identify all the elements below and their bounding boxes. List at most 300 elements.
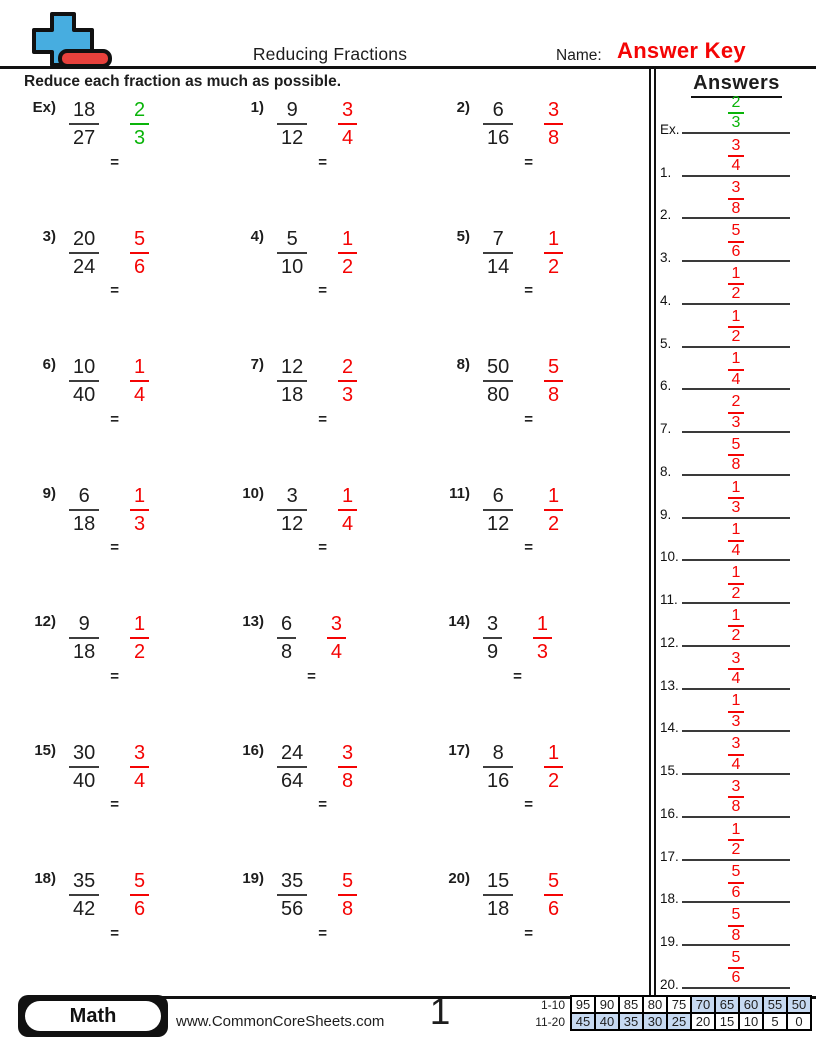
instruction-text: Reduce each fraction as much as possible. [24, 73, 342, 90]
answer-numerator: 3 [342, 741, 354, 764]
equals-sign: = [110, 924, 120, 942]
answer-blank-line [682, 175, 790, 177]
answer-key-fraction [726, 351, 747, 388]
answer-list-item [657, 777, 816, 823]
answer-blank-line [682, 944, 790, 946]
answer-blank-line [682, 431, 790, 433]
answer-denominator: 6 [134, 255, 146, 278]
equals-sign: = [318, 410, 328, 428]
grading-scale-range-label: 11-20 [535, 1014, 565, 1029]
answer-key-fraction [726, 651, 747, 688]
fraction-bar [130, 894, 149, 896]
grading-scale-cell: 5 [763, 1013, 787, 1030]
problem-denominator: 64 [281, 769, 304, 792]
answer-key-text: Answer Key [617, 38, 746, 63]
answer-numerator: 1 [134, 356, 146, 378]
answer-fraction [128, 484, 151, 536]
problem-item [434, 869, 650, 998]
answer-key-fraction [726, 864, 747, 901]
problem-denominator: 27 [73, 127, 96, 149]
answer-denominator: 8 [548, 127, 560, 149]
answer-item-label: 11. [660, 592, 678, 607]
fraction-bar [130, 252, 149, 254]
answer-denominator: 8 [342, 769, 354, 792]
problem-fraction [275, 869, 309, 921]
problem-number-label: 13) [242, 613, 264, 630]
answer-denominator: 2 [731, 328, 741, 345]
answer-numerator: 3 [731, 735, 741, 752]
answer-list-item [657, 224, 816, 267]
answer-list-item [657, 737, 816, 780]
answer-denominator: 6 [731, 969, 741, 987]
answer-item-label: 14. [660, 720, 679, 736]
answer-numerator: 1 [731, 692, 741, 710]
answer-blank-line [682, 688, 790, 690]
problem-denominator: 18 [281, 384, 304, 406]
answer-item-label: Ex. [660, 121, 680, 137]
fraction-bar [483, 380, 513, 382]
problem-item [20, 612, 228, 741]
problem-number-label: 10) [242, 484, 264, 502]
answer-denominator: 2 [731, 627, 741, 645]
answer-numerator: 3 [330, 613, 343, 635]
answer-denominator: 6 [548, 898, 560, 920]
fraction-bar [277, 894, 307, 896]
answer-blank-line [682, 730, 790, 732]
problem-denominator: 14 [487, 255, 510, 278]
answer-fraction [336, 741, 359, 793]
answer-numerator: 1 [134, 613, 146, 635]
answer-key-fraction [726, 522, 747, 559]
answer-key-fraction [726, 480, 747, 517]
answer-denominator: 6 [134, 898, 146, 920]
answer-key-fraction [726, 95, 747, 132]
answer-item-label: 16. [660, 805, 679, 821]
answer-blank-line [682, 260, 790, 262]
fraction-bar [130, 766, 149, 768]
answer-blank-line [682, 559, 790, 561]
fraction-bar [483, 123, 513, 125]
fraction-bar [483, 509, 513, 511]
fraction-bar [483, 637, 502, 639]
answer-denominator: 6 [731, 242, 741, 260]
answer-blank-line [682, 602, 790, 604]
problem-numerator: 9 [286, 99, 298, 121]
answer-numerator: 5 [731, 863, 741, 881]
answer-numerator: 5 [548, 870, 560, 892]
page-number: 1 [429, 991, 451, 1032]
answer-denominator: 2 [342, 255, 354, 278]
answer-list-item [657, 908, 816, 951]
equals-sign: = [318, 153, 328, 171]
answer-numerator: 1 [536, 613, 549, 635]
answer-numerator: 1 [731, 820, 741, 838]
answer-key-fraction [726, 394, 747, 431]
fraction-bar [338, 509, 357, 511]
problem-fraction [275, 227, 309, 279]
answer-denominator: 8 [731, 199, 741, 217]
answer-denominator: 8 [731, 926, 741, 944]
fraction-bar [544, 766, 563, 768]
problem-item [228, 741, 434, 870]
answer-key-fraction [726, 907, 747, 944]
answer-list-item [657, 820, 816, 866]
equals-sign: = [524, 410, 534, 428]
problem-denominator: 12 [487, 512, 510, 535]
problem-denominator: 56 [281, 898, 304, 920]
answer-key-fraction [726, 693, 747, 730]
subject-badge-oval [25, 1001, 161, 1031]
fraction-bar [130, 509, 149, 511]
equals-sign: = [524, 796, 534, 814]
problem-fraction [67, 741, 101, 793]
answer-list-item [657, 606, 816, 652]
fraction-bar [69, 637, 99, 639]
grading-scale-cell: 40 [595, 1013, 619, 1030]
problem-denominator: 16 [487, 127, 510, 149]
grading-scale-range-label: 1-10 [540, 997, 565, 1012]
answer-numerator: 2 [342, 356, 354, 378]
page-title: Reducing Fractions [252, 44, 408, 64]
answer-blank-line [682, 901, 790, 903]
problem-numerator: 20 [73, 227, 96, 250]
answer-list-item [657, 435, 816, 481]
answer-blank-line [682, 388, 790, 390]
answer-denominator: 8 [731, 798, 741, 816]
answer-numerator: 3 [731, 136, 741, 154]
fraction-bar [277, 380, 307, 382]
answer-numerator: 3 [731, 777, 741, 795]
problem-number-label: 8) [456, 356, 470, 373]
subject-badge [18, 995, 168, 1037]
problem-numerator: 5 [286, 227, 298, 250]
website-link: www.CommonCoreSheets.com [176, 1013, 385, 1030]
problem-numerator: 18 [73, 99, 96, 121]
fraction-bar [69, 380, 99, 382]
answer-list-item [657, 307, 816, 353]
problem-fraction [275, 484, 309, 536]
fraction-bar [277, 509, 307, 511]
grading-scale-cell: 60 [739, 996, 763, 1013]
problem-item [228, 612, 434, 741]
answer-denominator: 4 [134, 769, 146, 792]
answer-blank-line [682, 773, 790, 775]
answer-fraction [128, 869, 151, 921]
problem-fraction [67, 869, 101, 921]
answer-denominator: 4 [731, 370, 741, 388]
answer-fraction [336, 227, 359, 279]
answer-fraction [542, 355, 565, 407]
problem-number-label: 12) [34, 613, 56, 630]
problem-number-label: 2) [456, 99, 470, 116]
answer-item-label: 13. [660, 677, 679, 693]
answer-list-item [657, 566, 816, 609]
answer-numerator: 1 [548, 227, 560, 250]
answer-item-label: 18. [660, 891, 679, 907]
answer-denominator: 4 [731, 157, 741, 174]
problem-item [434, 98, 650, 227]
answer-denominator: 3 [342, 384, 354, 406]
answer-list-item [657, 350, 816, 396]
answer-numerator: 5 [548, 356, 560, 378]
problem-number-label: 16) [242, 741, 264, 759]
grading-scale-row [528, 996, 811, 1013]
answer-denominator: 2 [134, 641, 146, 663]
problem-item [228, 355, 434, 484]
problem-item [228, 869, 434, 998]
answer-fraction [531, 612, 554, 664]
answer-fraction [128, 741, 151, 793]
problem-number-label: 19) [242, 870, 264, 887]
answer-numerator: 5 [731, 906, 741, 923]
answer-numerator: 3 [134, 741, 146, 764]
answer-numerator: 5 [731, 222, 741, 239]
answer-denominator: 8 [342, 898, 354, 920]
grading-scale-cell: 15 [715, 1013, 739, 1030]
answer-list-item [657, 948, 816, 994]
problems-grid [20, 98, 650, 998]
answer-denominator: 4 [342, 512, 354, 535]
equals-sign: = [318, 282, 328, 300]
fraction-bar [483, 252, 513, 254]
answer-numerator: 2 [731, 93, 741, 111]
equals-sign: = [307, 667, 316, 685]
answer-key-fraction [726, 138, 747, 175]
grading-scale-table [528, 995, 812, 1031]
answer-key-fraction [726, 437, 747, 474]
fraction-bar [483, 894, 513, 896]
problem-denominator: 16 [487, 769, 510, 792]
answer-list-item [657, 395, 816, 438]
answer-numerator: 3 [731, 179, 741, 197]
equals-sign: = [318, 539, 328, 557]
problem-numerator: 9 [78, 613, 90, 635]
answer-denominator: 8 [548, 384, 560, 406]
problem-number-label: 9) [42, 484, 56, 502]
problem-number-label: 17) [448, 741, 470, 759]
answer-numerator: 5 [731, 435, 741, 453]
answer-numerator: 1 [134, 484, 146, 507]
problem-number-label: 3) [42, 227, 56, 245]
problem-number-label: 6) [42, 356, 56, 373]
commoncoresheets-plus-minus-logo-icon [14, 11, 114, 73]
problem-denominator: 18 [73, 641, 96, 663]
fraction-bar [338, 252, 357, 254]
answer-numerator: 5 [731, 948, 741, 966]
fraction-bar [533, 637, 552, 639]
problem-numerator: 3 [286, 484, 298, 507]
answer-fraction [542, 741, 565, 793]
problem-denominator: 42 [73, 898, 96, 920]
problem-numerator: 50 [487, 356, 510, 378]
answer-denominator: 4 [342, 127, 354, 149]
answer-item-label: 20. [660, 976, 679, 992]
answer-item-label: 10. [660, 549, 679, 565]
problem-denominator: 40 [73, 769, 96, 792]
problem-numerator: 8 [492, 741, 504, 764]
problem-number-label: 15) [34, 741, 56, 759]
fraction-bar [130, 123, 149, 125]
problem-number-label: 7) [250, 356, 264, 373]
answer-numerator: 1 [731, 478, 741, 496]
problem-item [228, 227, 434, 356]
problem-fraction [275, 612, 298, 664]
fraction-bar [544, 380, 563, 382]
problem-denominator: 10 [281, 255, 304, 278]
grading-scale-cell: 0 [787, 1013, 811, 1030]
problem-fraction [481, 741, 515, 793]
grading-scale-cell: 50 [787, 996, 811, 1013]
answer-denominator: 4 [731, 541, 741, 559]
problem-denominator: 8 [281, 641, 293, 663]
answer-key-fraction [726, 779, 747, 816]
problem-numerator: 15 [487, 870, 510, 892]
answer-fraction [325, 612, 348, 664]
fraction-bar [277, 637, 296, 639]
answer-key-fraction [726, 950, 747, 987]
fraction-bar [327, 637, 346, 639]
problem-fraction [481, 484, 515, 536]
answer-denominator: 4 [731, 755, 741, 773]
answer-blank-line [682, 987, 790, 989]
problem-fraction [481, 612, 504, 664]
equals-sign: = [110, 410, 120, 428]
answer-fraction [542, 869, 565, 921]
answer-fraction [128, 227, 151, 279]
answer-fraction [128, 355, 151, 407]
problem-numerator: 3 [487, 613, 499, 635]
equals-sign: = [110, 282, 120, 300]
problem-number-label: 18) [34, 870, 56, 887]
grading-scale-cell: 20 [691, 1013, 715, 1030]
problem-numerator: 24 [281, 741, 304, 764]
fraction-bar [544, 894, 563, 896]
equals-sign: = [513, 667, 522, 685]
problem-numerator: 7 [492, 227, 504, 250]
answer-denominator: 2 [731, 584, 741, 602]
problem-denominator: 80 [487, 384, 510, 406]
problem-item [228, 98, 434, 227]
answer-numerator: 3 [548, 99, 560, 121]
fraction-bar [338, 766, 357, 768]
answer-numerator: 1 [548, 484, 560, 507]
problem-denominator: 9 [487, 641, 499, 663]
answer-item-label: 2. [660, 207, 672, 223]
problem-number-label: 11) [449, 484, 470, 502]
answer-item-label: 17. [660, 848, 679, 864]
answer-key-fraction [726, 822, 747, 859]
answer-list-item [657, 179, 816, 225]
problem-fraction [67, 484, 101, 536]
answer-denominator: 3 [731, 499, 741, 516]
answer-list-item [657, 521, 816, 567]
answer-numerator: 5 [134, 870, 146, 892]
answer-list-item [657, 692, 816, 738]
answers-sidebar [657, 69, 816, 992]
answer-item-label: 7. [660, 421, 672, 436]
answer-numerator: 3 [342, 99, 354, 121]
problem-item [20, 227, 228, 356]
answer-blank-line [682, 132, 790, 134]
answer-numerator: 5 [134, 227, 146, 250]
answer-denominator: 2 [731, 841, 741, 858]
grading-scale-cell: 25 [667, 1013, 691, 1030]
problem-number-label: 5) [456, 227, 470, 245]
fraction-bar [277, 123, 307, 125]
problem-item [20, 741, 228, 870]
answer-list-item [657, 264, 816, 310]
answer-numerator: 1 [731, 307, 741, 325]
problem-numerator: 6 [492, 99, 504, 121]
grading-scale-row [528, 1013, 811, 1030]
fraction-bar [338, 894, 357, 896]
problem-item [434, 227, 650, 356]
problem-fraction [481, 227, 515, 279]
answer-denominator: 6 [731, 883, 741, 901]
problem-number-label: 1) [250, 99, 264, 116]
fraction-bar [130, 637, 149, 639]
name-label: Name: [556, 47, 602, 64]
grading-scale-cell: 85 [619, 996, 643, 1013]
answer-denominator: 3 [731, 114, 741, 132]
problem-item [434, 484, 650, 613]
problem-numerator: 12 [281, 356, 304, 378]
problem-fraction [67, 612, 101, 664]
grading-scale-cell: 65 [715, 996, 739, 1013]
answer-item-label: 5. [660, 335, 672, 351]
fraction-bar [544, 123, 563, 125]
answer-numerator: 1 [342, 484, 354, 507]
answer-item-label: 19. [660, 934, 679, 949]
fraction-bar [69, 894, 99, 896]
equals-sign: = [110, 667, 120, 685]
answer-denominator: 3 [134, 512, 146, 535]
fraction-bar [69, 509, 99, 511]
equals-sign: = [110, 153, 120, 171]
fraction-bar [544, 509, 563, 511]
answer-blank-line [682, 645, 790, 647]
grading-scale-cell: 95 [571, 996, 595, 1013]
problem-numerator: 35 [73, 870, 96, 892]
problem-denominator: 40 [73, 384, 96, 406]
answer-item-label: 12. [660, 634, 679, 650]
answer-fraction [542, 98, 565, 150]
answer-key-fraction [726, 309, 747, 346]
answer-numerator: 1 [731, 606, 741, 624]
answer-key-fraction [726, 608, 747, 645]
answer-item-label: 9. [660, 506, 672, 522]
problem-numerator: 35 [281, 870, 304, 892]
problem-item [20, 484, 228, 613]
answer-blank-line [682, 346, 790, 348]
answer-key-fraction [726, 565, 747, 602]
equals-sign: = [524, 539, 534, 557]
grading-scale-cell: 30 [643, 1013, 667, 1030]
answer-denominator: 2 [548, 769, 560, 792]
problem-fraction [481, 98, 515, 150]
answer-denominator: 3 [731, 712, 741, 730]
equals-sign: = [110, 796, 120, 814]
problem-denominator: 12 [281, 127, 304, 149]
grading-scale-cell: 80 [643, 996, 667, 1013]
fraction-bar [130, 380, 149, 382]
grading-scale-cell: 90 [595, 996, 619, 1013]
answer-list-item [657, 478, 816, 524]
answer-key-fraction [726, 736, 747, 773]
fraction-bar [69, 766, 99, 768]
grading-scale-cell: 70 [691, 996, 715, 1013]
answer-fraction [336, 355, 359, 407]
